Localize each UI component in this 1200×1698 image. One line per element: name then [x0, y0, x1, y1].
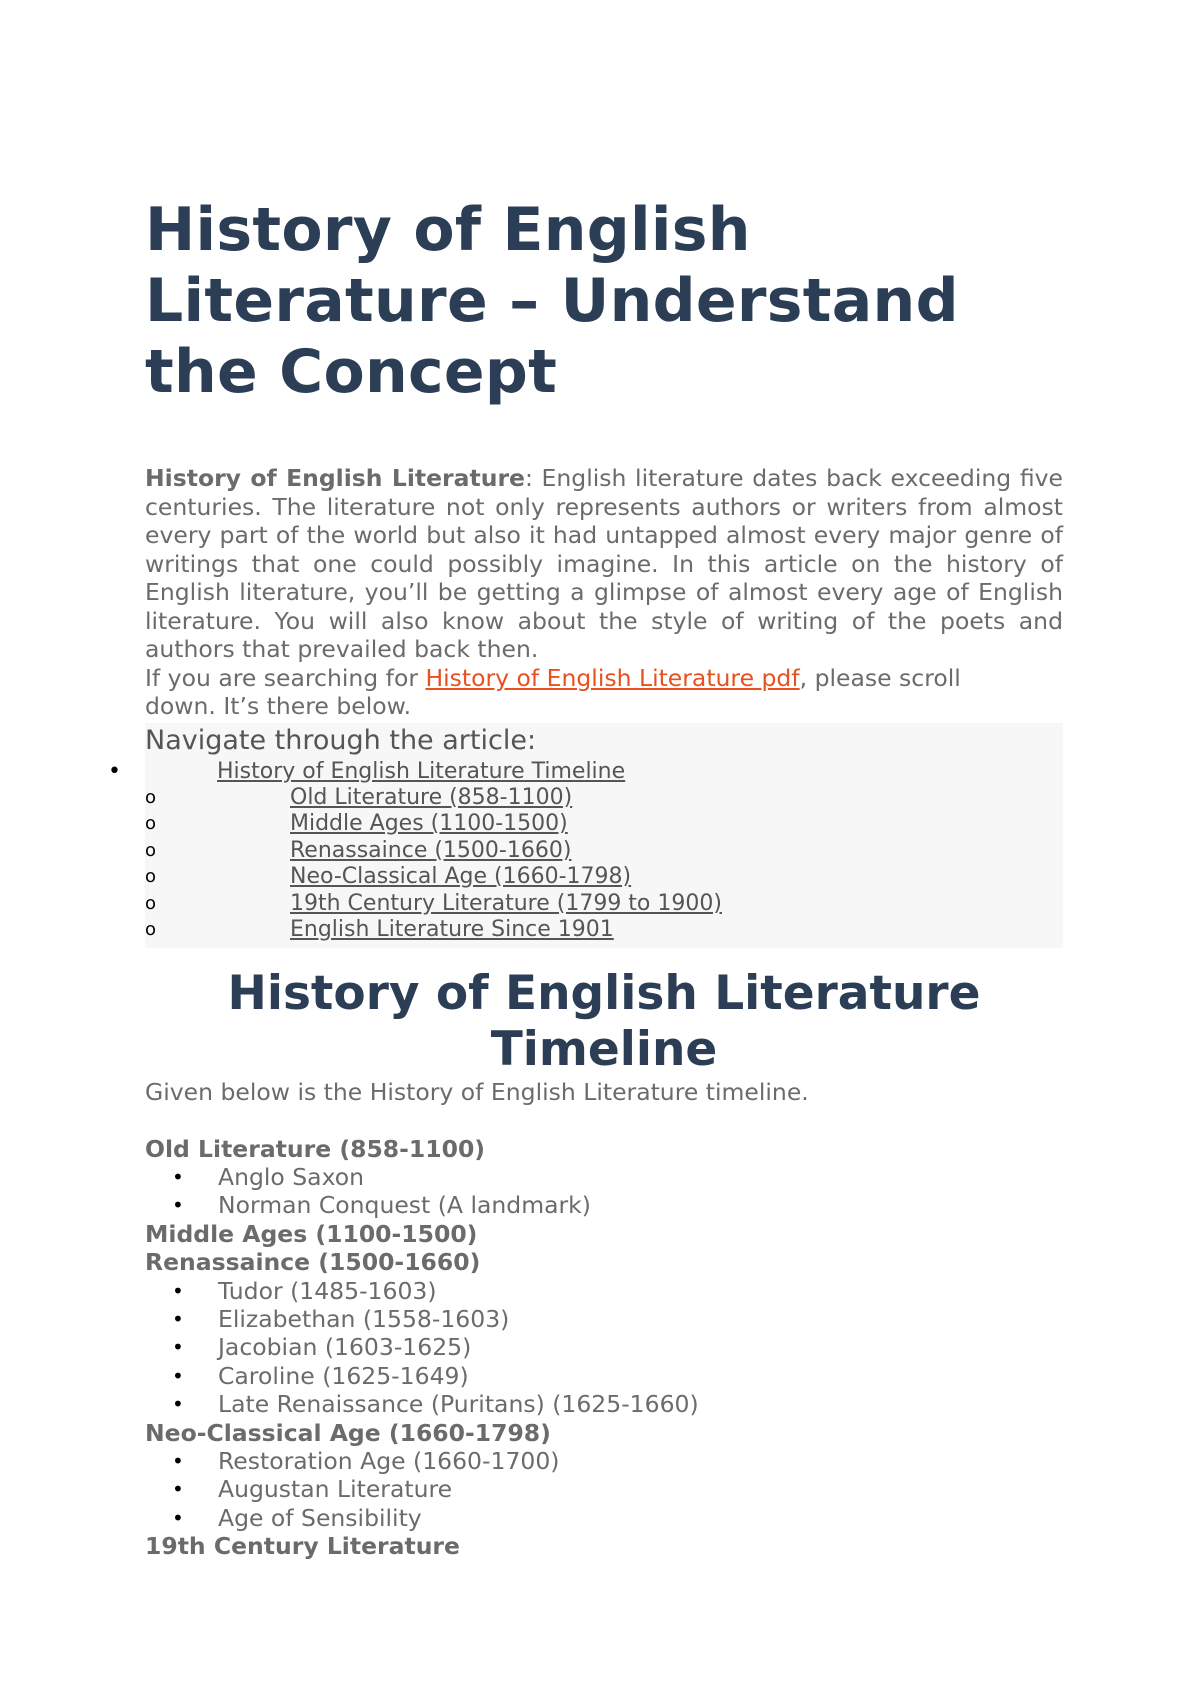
era-subitem-label: Anglo Saxon: [218, 1162, 365, 1191]
intro-text: : English literature dates back exceeding five centuries. The literature not only represents authors or writers from almost every part of the world but also it had untapped almost every major genre of writings that one could possibly imagine. In this article on the history of English literature, you’ll be getting a glimpse of almost every age of English literature. You will also know about the style of writing of the poets and authors that prevailed back then.: [145, 464, 1063, 663]
era-subitem: [145, 1504, 1063, 1532]
intro-bold-lead: History of English Literature: [145, 464, 525, 492]
circle-bullet-icon: o: [145, 919, 157, 940]
toc-link-timeline[interactable]: History of English Literature Timeline: [217, 758, 626, 784]
pdf-link[interactable]: History of English Literature pdf: [425, 663, 800, 692]
pdf-note-prefix: If you are searching for: [145, 663, 426, 692]
era-sublist: [145, 1447, 1063, 1532]
timeline-lead: Given below is the History of English Literature timeline.: [145, 1077, 809, 1106]
bullet-icon: •: [172, 1193, 184, 1218]
bullet-icon: •: [172, 1306, 184, 1331]
era-subitem: [145, 1163, 1063, 1191]
circle-bullet-icon: o: [145, 866, 157, 887]
era-sublist: [145, 1277, 1063, 1419]
document-content: [108, 195, 1063, 1561]
era-subitem: [145, 1191, 1063, 1219]
page-title: History of English Literature – Understand the Concept: [145, 195, 959, 407]
toc-sub-link[interactable]: Renassaince (1500-1660): [290, 837, 572, 863]
era-heading: Middle Ages (1100-1500): [145, 1219, 478, 1248]
toc-sub-list: [145, 785, 1063, 944]
toc-sub-item: [145, 891, 1063, 918]
timeline-heading: History of English Literature Timeline: [227, 965, 981, 1077]
timeline-list: [145, 1135, 1063, 1561]
era-subitem-label: Elizabethan (1558-1603): [218, 1304, 510, 1333]
toc-sub-link[interactable]: 19th Century Literature (1799 to 1900): [290, 890, 722, 916]
era-subitem-label: Restoration Age (1660-1700): [218, 1446, 560, 1475]
bullet-icon: •: [172, 1505, 184, 1530]
table-of-contents: [108, 723, 1063, 948]
intro-paragraph: [145, 464, 1063, 664]
era-subitem-label: Age of Sensibility: [218, 1503, 422, 1532]
bullet-icon: •: [172, 1164, 184, 1189]
bullet-icon: •: [172, 1392, 184, 1417]
era-heading: Old Literature (858-1100): [145, 1134, 486, 1163]
circle-bullet-icon: o: [145, 786, 157, 808]
era-subitem-label: Jacobian (1603-1625): [218, 1333, 472, 1362]
toc-sub-item: [145, 864, 1063, 891]
era-subitem-label: Late Renaissance (Puritans) (1625-1660): [218, 1390, 699, 1419]
circle-bullet-icon: o: [145, 839, 157, 861]
toc-sub-link[interactable]: Old Literature (858-1100): [290, 784, 573, 810]
bullet-icon: •: [172, 1448, 184, 1473]
toc-sub-link[interactable]: English Literature Since 1901: [290, 917, 614, 942]
bullet-icon: •: [108, 758, 121, 784]
era-subitem: [145, 1333, 1063, 1361]
era-subitem: [145, 1305, 1063, 1333]
era-heading: 19th Century Literature: [145, 1532, 460, 1561]
toc-sub-item: [145, 917, 1063, 944]
circle-bullet-icon: o: [145, 892, 157, 914]
era-heading: Renassaince (1500-1660): [145, 1248, 481, 1277]
era-heading: Neo-Classical Age (1660-1798): [145, 1418, 551, 1447]
era-sublist: [145, 1163, 1063, 1220]
pdf-note: [145, 664, 995, 721]
toc-sub-link[interactable]: Middle Ages (1100-1500): [290, 811, 568, 836]
toc-list: [108, 758, 1063, 785]
bullet-icon: •: [172, 1477, 184, 1502]
toc-heading: Navigate through the article:: [145, 724, 537, 756]
bullet-icon: •: [172, 1278, 184, 1303]
era-subitem-label: Tudor (1485-1603): [218, 1276, 437, 1305]
era-subitem-label: Norman Conquest (A landmark): [218, 1191, 591, 1220]
toc-sub-item: [145, 811, 1063, 838]
era-subitem: [145, 1362, 1063, 1390]
era-subitem: [145, 1447, 1063, 1475]
era-subitem: [145, 1475, 1063, 1503]
pdf-note-suffix: , please scroll down. It’s there below.: [145, 663, 961, 720]
bullet-icon: •: [172, 1335, 184, 1360]
toc-sub-item: [145, 785, 1063, 812]
era-subitem: [145, 1390, 1063, 1418]
era-subitem: [145, 1277, 1063, 1305]
era-subitem-label: Augustan Literature: [218, 1475, 453, 1504]
toc-sub-item: [145, 838, 1063, 865]
toc-sub-link[interactable]: Neo-Classical Age (1660-1798): [290, 864, 632, 889]
toc-item-timeline: [108, 758, 1063, 785]
era-subitem-label: Caroline (1625-1649): [218, 1361, 469, 1390]
circle-bullet-icon: o: [145, 813, 157, 834]
bullet-icon: •: [172, 1363, 184, 1388]
